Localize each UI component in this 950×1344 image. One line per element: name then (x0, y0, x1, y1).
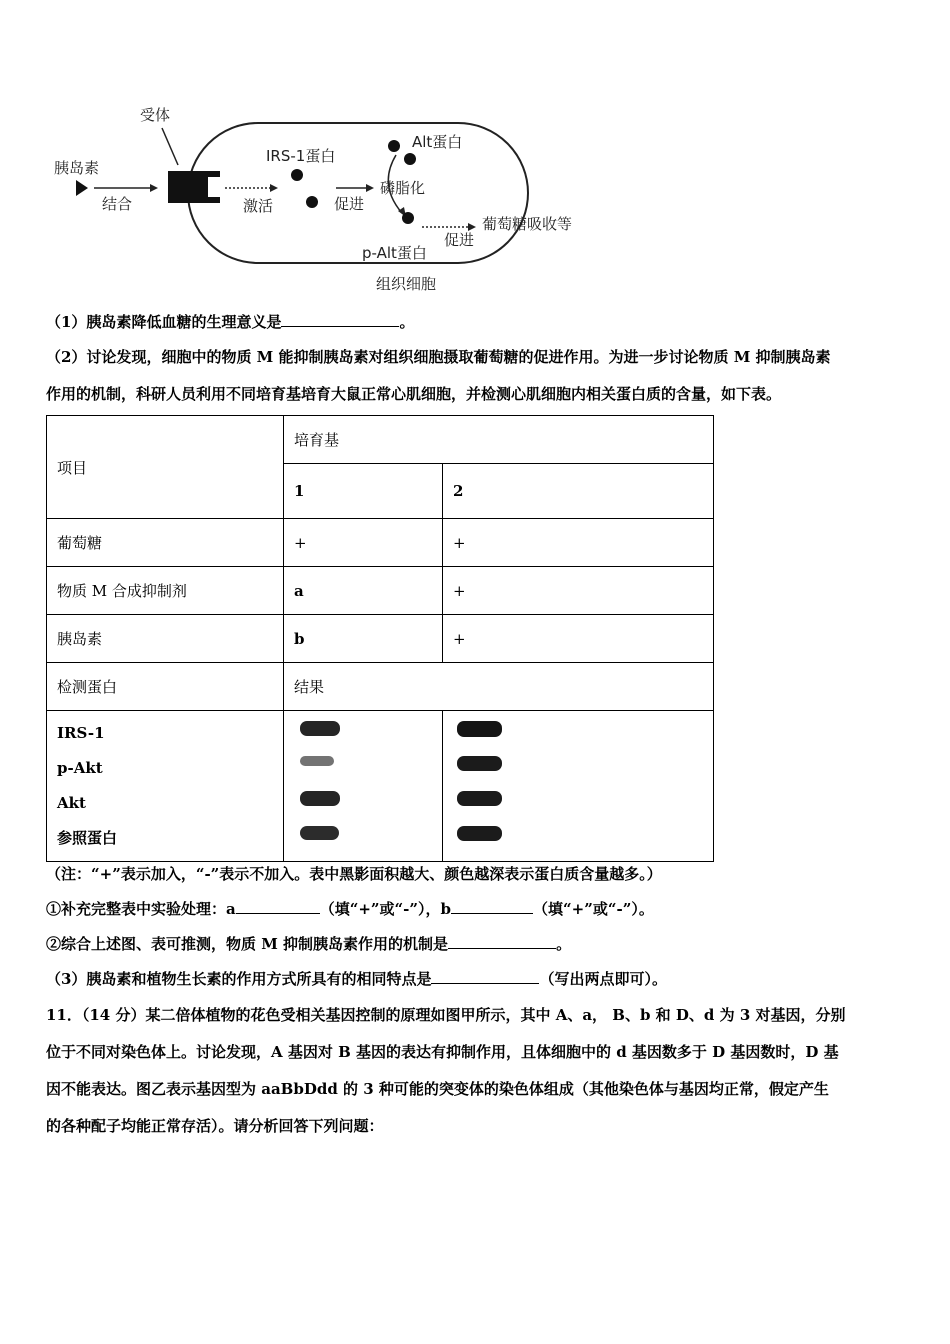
question-11-line-4: 的各种配子均能正常存活）。请分析回答下列问题： (46, 1117, 384, 1135)
table-col-2-header: 2 (443, 464, 714, 519)
activate-arrowhead-icon (270, 184, 278, 192)
answer-blank-b[interactable] (451, 899, 533, 914)
table-medium-header: 培育基 (284, 416, 714, 464)
sub-question-2-text: ②综合上述图、表可推测，物质 M 抑制胰岛素作用的机制是 (46, 935, 449, 953)
answer-blank-1[interactable] (281, 312, 399, 327)
table-item-header: 项目 (47, 416, 284, 519)
experiment-table (46, 415, 714, 862)
question-11-line-2: 位于不同对染色体上。讨论发现，A 基因对 B 基因的表达有抑制作用，且体细胞中的 d 基因数多于 D 基因数时，D 基 (46, 1043, 839, 1061)
table-row (47, 615, 714, 663)
row-cell: b (284, 615, 443, 663)
sub-question-1-mid: （填“+”或“-”），b (319, 900, 452, 918)
blot-band (457, 721, 502, 737)
question-11-line-3: 因不能表达。图乙表示基因型为 aaBbDdd 的 3 种可能的突变体的染色体组成（其他染色体与基因均正常，假定产生 (46, 1080, 829, 1098)
question-3-text: （3）胰岛素和植物生长素的作用方式所具有的相同特点是 (46, 970, 432, 988)
pakt-label: p-Alt蛋白 (362, 244, 427, 262)
phosphorylation-label: 磷脂化 (380, 179, 426, 197)
table-row (47, 567, 714, 615)
protein-label: Akt (57, 794, 86, 812)
irs1-active-dot (306, 196, 318, 208)
table-row (47, 519, 714, 567)
row-label: 物质 M 合成抑制剂 (47, 567, 284, 615)
sub-question-1-text: ①补充完整表中实验处理：a (46, 900, 236, 918)
row-cell: + (443, 615, 714, 663)
promote-label-1: 促进 (334, 195, 365, 213)
row-cell: + (284, 519, 443, 567)
question-1-end: 。 (399, 313, 415, 331)
question-1-text: （1）胰岛素降低血糖的生理意义是 (46, 313, 282, 331)
result-label: 结果 (284, 663, 714, 711)
detect-protein-label: 检测蛋白 (47, 663, 284, 711)
row-label: 葡萄糖 (47, 519, 284, 567)
receptor-pointer-line (162, 128, 178, 165)
blot-band (457, 756, 502, 771)
akt-dot-2 (404, 153, 416, 165)
sub-question-2 (46, 934, 916, 954)
promote-arrowhead-2-icon (468, 223, 476, 231)
answer-blank-mechanism[interactable] (448, 934, 556, 949)
protein-label: p-Akt (57, 759, 103, 777)
blot-column-1 (284, 711, 443, 862)
sub-question-2-end: 。 (556, 935, 572, 953)
receptor-notch (208, 177, 220, 197)
row-cell: + (443, 567, 714, 615)
question-3 (46, 969, 916, 989)
bind-arrowhead-icon (150, 184, 158, 192)
blot-band (300, 791, 340, 806)
promote-arrowhead-1-icon (366, 184, 374, 192)
question-11-line-1: 11．（14 分）某二倍体植物的花色受相关基因控制的原理如图甲所示，其中 A、a， B、b 和 D、d 为 3 对基因，分别 (46, 1006, 846, 1024)
akt-dot (388, 140, 400, 152)
insulin-triangle-icon (76, 180, 88, 196)
question-2-line-1: （2）讨论发现，细胞中的物质 M 能抑制胰岛素对组织细胞摄取葡萄糖的促进作用。为进一步讨论物质 M 抑制胰岛素 (46, 348, 831, 366)
answer-blank-3[interactable] (431, 969, 539, 984)
row-label: 胰岛素 (47, 615, 284, 663)
bind-label: 结合 (102, 195, 133, 213)
question-3-end: （写出两点即可）。 (539, 970, 667, 988)
cell-label: 组织细胞 (376, 275, 437, 293)
row-cell: a (284, 567, 443, 615)
activate-label: 激活 (243, 197, 274, 215)
table-note: （注：“+”表示加入，“-”表示不加入。表中黑影面积越大、颜色越深表示蛋白质含量越多。） (46, 865, 662, 883)
irs1-dot (291, 169, 303, 181)
blot-band (300, 756, 334, 766)
cell-membrane (188, 123, 528, 263)
akt-label: Alt蛋白 (412, 133, 463, 151)
question-1 (46, 312, 916, 332)
insulin-label: 胰岛素 (54, 159, 100, 177)
sub-question-1-end: （填“+”或“-”）。 (533, 900, 654, 918)
insulin-signaling-diagram (40, 95, 620, 300)
protein-labels (47, 711, 284, 862)
irs1-label: IRS-1蛋白 (266, 147, 336, 165)
glucose-uptake-label: 葡萄糖吸收等 (482, 215, 573, 233)
promote-label-2: 促进 (444, 231, 475, 249)
protein-label: 参照蛋白 (57, 829, 118, 847)
row-cell: + (443, 519, 714, 567)
question-2-line-2: 作用的机制，科研人员利用不同培育基培育大鼠正常心肌细胞，并检测心肌细胞内相关蛋白质的含量，如下表。 (46, 385, 782, 403)
blot-band (300, 721, 340, 736)
pakt-dot (402, 212, 414, 224)
blot-band (457, 791, 502, 806)
blot-column-2 (443, 711, 714, 862)
receptor-label: 受体 (140, 106, 171, 124)
table-col-1-header: 1 (284, 464, 443, 519)
answer-blank-a[interactable] (236, 899, 320, 914)
blot-band (300, 826, 339, 840)
blot-band (457, 826, 502, 841)
sub-question-1 (46, 899, 916, 919)
protein-label: IRS-1 (57, 724, 105, 742)
